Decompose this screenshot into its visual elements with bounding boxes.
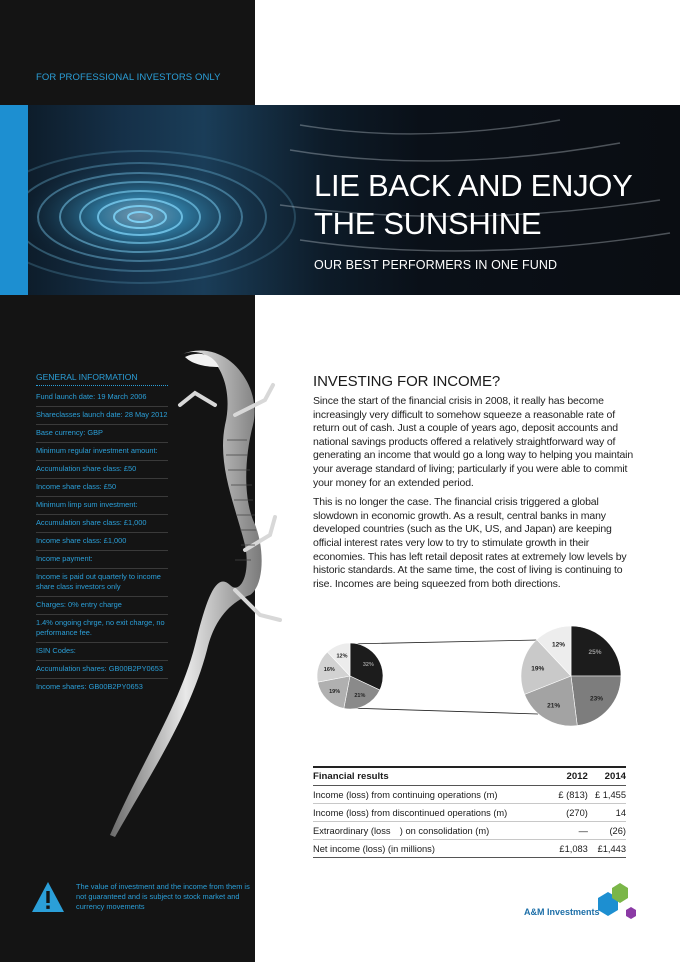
info-row: Income payment: bbox=[36, 551, 168, 569]
info-row: ISIN Codes: bbox=[36, 643, 168, 661]
info-row: Charges: 0% entry charge bbox=[36, 597, 168, 615]
table-header: 2014 bbox=[588, 767, 626, 786]
article-heading: INVESTING FOR INCOME? bbox=[313, 373, 501, 390]
audience-note: FOR PROFESSIONAL INVESTORS ONLY bbox=[36, 72, 221, 83]
pie-slice-label: 12% bbox=[336, 653, 348, 660]
table-cell: £1,443 bbox=[588, 840, 626, 858]
disclaimer-text: The value of investment and the income from them is not guaranteed and is subject to stock market and currency movements bbox=[76, 882, 250, 911]
article-paragraph-1: Since the start of the financial crisis in 2008, it really has become increasingly very difficult to somehow squeeze a reasonable rate of return out of cash. Just a couple of years ago, deposit accounts and national savings products offered a relatively straightforward way of generating an income that would go a long way to helping you maintain your average standard of living; particularly if you were able to commit your money for an extended period. bbox=[313, 395, 634, 489]
article-paragraph-2: This is no longer the case. The financial crisis triggered a global slowdown in economic growth. As a result, central banks in many developed countries (such as the UK, US, and Japan) are keeping official interest rates very low to try to stimulate growth in their economies. This has left retail deposit rates at extremely low levels by historic standards. At the same time, the cost of living is continuing to rise. Incomes are being squeezed from both directions. bbox=[313, 496, 627, 590]
pie-slice-label: 19% bbox=[531, 665, 545, 673]
info-row: Accumulation share class: £1,000 bbox=[36, 515, 168, 533]
table-row bbox=[313, 804, 626, 822]
table-cell: (26) bbox=[588, 822, 626, 840]
banner-title-line1: LIE BACK AND ENJOY bbox=[314, 168, 633, 203]
table-cell: Net income (loss) (in millions) bbox=[313, 840, 552, 858]
table-header-row bbox=[313, 767, 626, 786]
table-cell: 14 bbox=[588, 804, 626, 822]
banner-title bbox=[314, 167, 654, 243]
pie-slice-label: 32% bbox=[362, 662, 374, 669]
table-row bbox=[313, 840, 626, 858]
pie-slice-label: 19% bbox=[329, 689, 341, 696]
table-row bbox=[313, 822, 626, 840]
info-row: Minimum regular investment amount: bbox=[36, 443, 168, 461]
general-information-panel bbox=[36, 372, 168, 696]
table-cell: (270) bbox=[552, 804, 588, 822]
table-row bbox=[313, 786, 626, 804]
table-cell: £ 1,455 bbox=[588, 786, 626, 804]
pie-slice-label: 25% bbox=[588, 649, 602, 657]
info-row: Fund launch date: 19 March 2006 bbox=[36, 389, 168, 407]
table-header: 2012 bbox=[552, 767, 588, 786]
info-row: Accumulation share class: £50 bbox=[36, 461, 168, 479]
warning-icon bbox=[30, 880, 66, 914]
small-pie-chart bbox=[317, 643, 383, 709]
table-header: Financial results bbox=[313, 767, 552, 786]
pie-slice-label: 23% bbox=[589, 695, 604, 703]
large-pie-chart bbox=[521, 626, 621, 726]
table-cell: — bbox=[552, 822, 588, 840]
info-row: Minimum limp sum investment: bbox=[36, 497, 168, 515]
financial-results-table bbox=[313, 766, 626, 858]
info-row: Base currency: GBP bbox=[36, 425, 168, 443]
pie-slice-label: 12% bbox=[551, 641, 565, 649]
banner-subtitle: OUR BEST PERFORMERS IN ONE FUND bbox=[314, 258, 558, 272]
pie-slice-label: 21% bbox=[547, 702, 561, 710]
table-cell: Income (loss) from discontinued operations (m) bbox=[313, 804, 552, 822]
pie-slice-label: 16% bbox=[323, 667, 335, 674]
info-row: Income shares: GB00B2PY0653 bbox=[36, 682, 143, 691]
general-information-heading: GENERAL INFORMATION bbox=[36, 372, 168, 386]
table-cell: £ (813) bbox=[552, 786, 588, 804]
pie-slice-label: 21% bbox=[354, 693, 366, 700]
info-row: Shareclasses launch date: 28 May 2012 bbox=[36, 407, 168, 425]
hero-banner bbox=[0, 105, 680, 295]
company-logo-text: A&M Investments bbox=[524, 907, 600, 917]
info-row: Income share class: £50 bbox=[36, 479, 168, 497]
pie-charts bbox=[300, 620, 630, 745]
banner-accent-bar bbox=[0, 105, 28, 295]
table-cell: Extraordinary (loss ) on consolidation (m) bbox=[313, 822, 552, 840]
article bbox=[313, 373, 635, 597]
hexagon-logo-icon bbox=[586, 882, 646, 924]
info-row: 1.4% ongoing chrge, no exit charge, no performance fee. bbox=[36, 615, 168, 643]
table-cell: Income (loss) from continuing operations (m) bbox=[313, 786, 552, 804]
info-row: Income is paid out quarterly to income share class investors only bbox=[36, 569, 168, 597]
table-cell: £1,083 bbox=[552, 840, 588, 858]
info-row: Income share class: £1,000 bbox=[36, 533, 168, 551]
info-row: Accumulation shares: GB00B2PY0653 bbox=[36, 661, 168, 679]
banner-title-line2: THE SUNSHINE bbox=[314, 206, 542, 241]
